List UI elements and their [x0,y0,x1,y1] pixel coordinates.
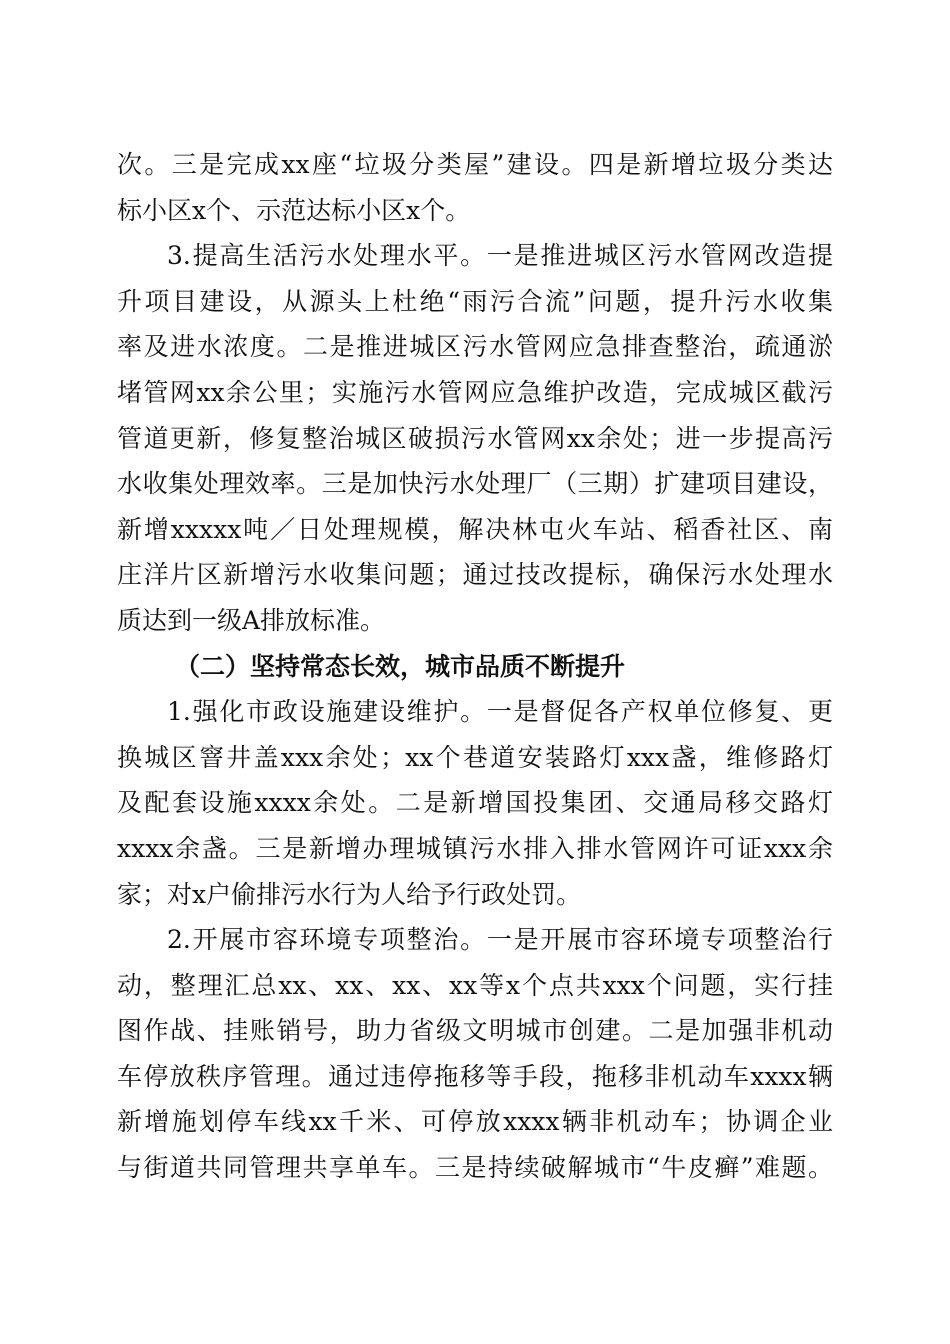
text-line: 堵管网xx余公里；实施污水管网应急维护改造，完成城区截污 [117,377,833,407]
text-line: 标小区x个、示范达标小区x个。 [117,195,471,225]
text-line: 3.提高生活污水处理水平。一是推进城区污水管网改造提 [167,241,833,271]
paragraph-sewage-treatment [117,233,833,643]
text-line: 家；对x户偷排污水行为人给予行政处罚。 [117,879,582,909]
text-line: xxxx余盏。三是新增办理城镇污水排入排水管网许可证xxx余 [117,833,833,863]
document-page [117,142,833,1191]
text-line: 及配套设施xxxx余处。二是新增国投集团、交通局移交路灯 [117,788,833,818]
text-line: 新增施划停车线xx千米、可停放xxxx辆非机动车；协调企业 [117,1107,833,1137]
text-line: 庄洋片区新增污水收集问题；通过技改提标，确保污水处理水 [117,560,833,590]
section-heading-text: （二）坚持常态长效，城市品质不断提升 [175,651,626,681]
text-line: 次。三是完成xx座“垃圾分类屋”建设。四是新增垃圾分类达 [117,150,833,179]
text-line: 与街道共同管理共享单车。三是持续破解城市“牛皮癣”难题。 [117,1153,833,1183]
text-line: 新增xxxxx吨／日处理规模，解决林屯火车站、稻香社区、南 [117,514,833,544]
text-line: 质达到一级A排放标准。 [117,605,386,635]
text-line: 车停放秩序管理。通过违停拖移等手段，拖移非机动车xxxx辆 [117,1061,833,1091]
paragraph-municipal-facilities [117,689,833,917]
text-line: 图作战、挂账销号，助力省级文明城市创建。二是加强非机动 [117,1016,833,1046]
text-line: 动，整理汇总xx、xx、xx、xx等x个点共xxx个问题，实行挂 [117,970,833,1000]
text-line: 率及进水浓度。二是推进城区污水管网应急排查整治，疏通淤 [117,332,833,362]
paragraph-city-appearance [117,917,833,1191]
text-line: 升项目建设，从源头上杜绝“雨污合流”问题，提升污水收集 [117,286,833,316]
text-line: 管道更新，修复整治城区破损污水管网xx余处；进一步提高污 [117,423,833,453]
paragraph-continuation [117,142,833,233]
text-line: 水收集处理效率。三是加快污水处理厂（三期）扩建项目建设， [117,469,833,499]
section-heading [117,644,833,690]
text-line: 2.开展市容环境专项整治。一是开展市容环境专项整治行 [167,925,833,955]
text-line: 1.强化市政设施建设维护。一是督促各产权单位修复、更 [167,697,833,727]
text-line: 换城区窨井盖xxx余处；xx个巷道安装路灯xxx盏，维修路灯 [117,742,833,772]
